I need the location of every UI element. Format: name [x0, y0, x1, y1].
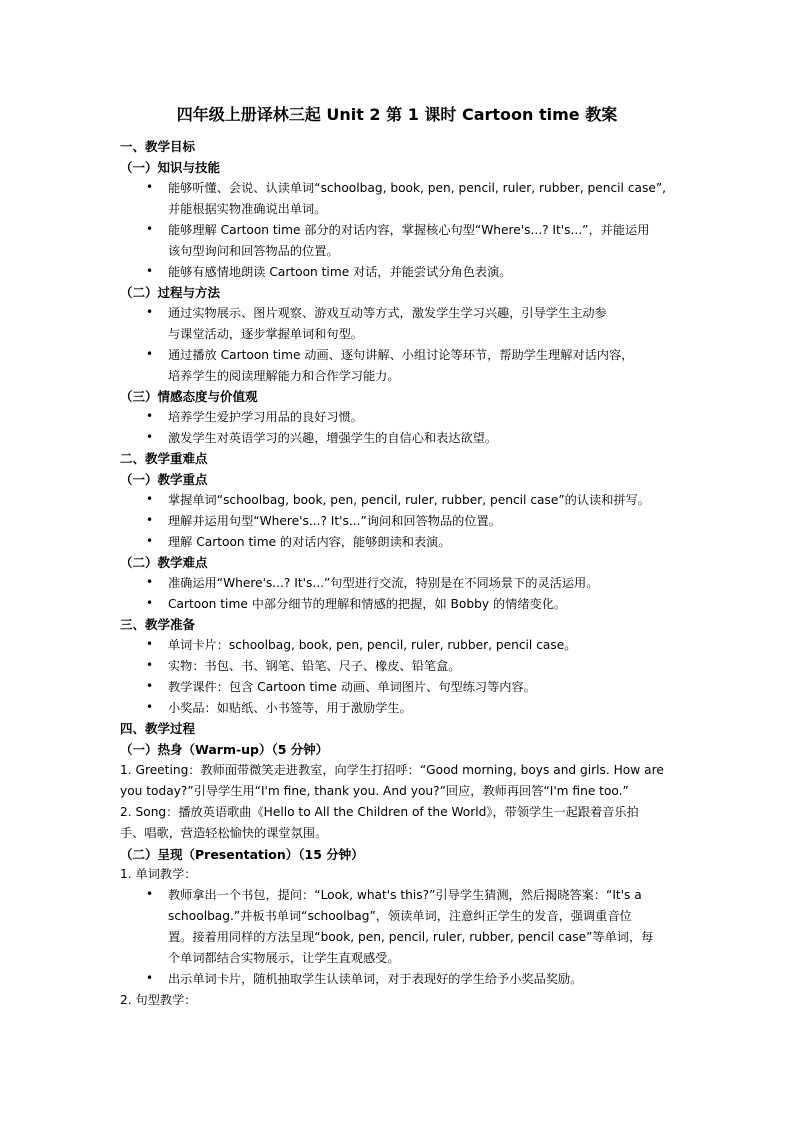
- list-item: 实物：书包、书、钢笔、铅笔、尺子、橡皮、铅笔盒。: [168, 659, 461, 673]
- list-item-continuation: 培养学生的阅读理解能力和合作学习能力。: [168, 369, 400, 383]
- bullet-dot: •: [146, 264, 154, 278]
- list-item: 理解并运用句型“Where's...? It's...”询问和回答物品的位置。: [168, 514, 501, 528]
- document-title: 四年级上册译林三起 Unit 2 第 1 课时 Cartoon time 教案: [176, 105, 618, 124]
- bullet-dot: •: [146, 492, 154, 506]
- list-item: 激发学生对英语学习的兴趣，增强学生的自信心和表达欲望。: [168, 431, 498, 445]
- list-item: 能够有感情地朗读 Cartoon time 对话，并能尝试分角色表演。: [168, 265, 512, 279]
- subsection-heading: （一）知识与技能: [120, 160, 221, 175]
- bullet-dot: •: [146, 180, 154, 194]
- bullet-dot: •: [146, 409, 154, 423]
- subsection-heading: （三）情感态度与价值观: [120, 389, 258, 404]
- bullet-dot: •: [146, 700, 154, 714]
- paragraph-line: 手、唱歌，营造轻松愉快的课堂氛围。: [120, 826, 328, 840]
- list-item: 准确运用“Where's...? It's...”句型进行交流，特别是在不同场景下的灵活运用。: [168, 576, 599, 590]
- list-item: 培养学生爱护学习用品的良好习惯。: [168, 410, 363, 424]
- list-item: 通过实物展示、图片观察、游戏互动等方式，激发学生学习兴趣，引导学生主动参: [168, 306, 607, 320]
- list-item-continuation: 并能根据实物准确说出单词。: [168, 202, 327, 216]
- list-item: Cartoon time 中部分细节的理解和情感的把握，如 Bobby 的情绪变化。: [168, 597, 567, 611]
- bullet-dot: •: [146, 513, 154, 527]
- list-item: 掌握单词“schoolbag, book, pen, pencil, ruler, rubber, pencil case”的认读和拼写。: [168, 493, 650, 507]
- list-item-continuation: 与课堂活动，逐步掌握单词和句型。: [168, 327, 363, 341]
- list-item: 能够听懂、会说、认读单词“schoolbag, book, pen, pencil, ruler, rubber, pencil case”,: [168, 181, 667, 195]
- list-item: 教师拿出一个书包，提问：“Look, what's this?”引导学生猜测，然后揭晓答案：“It's a: [168, 888, 642, 902]
- numbered-item: 2. 句型教学：: [120, 993, 197, 1007]
- list-item-continuation: 个单词都结合实物展示，让学生直观感受。: [168, 951, 400, 965]
- bullet-dot: •: [146, 430, 154, 444]
- subsection-heading: （二）呈现（Presentation）（15 分钟）: [120, 847, 364, 862]
- bullet-dot: •: [146, 971, 154, 985]
- numbered-item: 1. 单词教学：: [120, 867, 197, 881]
- bullet-dot: •: [146, 534, 154, 548]
- paragraph-line: 2. Song：播放英语歌曲《Hello to All the Children of the World》，带领学生一起跟着音乐拍: [120, 805, 639, 819]
- subsection-heading: （二）教学难点: [120, 555, 208, 570]
- section-heading: 三、教学准备: [120, 617, 196, 632]
- list-item: 单词卡片：schoolbag, book, pen, pencil, ruler, rubber, pencil case。: [168, 638, 577, 652]
- section-heading: 四、教学过程: [120, 721, 196, 736]
- list-item-continuation: 该句型询问和回答物品的位置。: [168, 244, 339, 258]
- paragraph-line: you today?”引导学生用“I'm fine, thank you. And you?”回应，教师再回答“I'm fine too.”: [120, 784, 629, 798]
- section-heading: 二、教学重难点: [120, 451, 208, 466]
- list-item-continuation: schoolbag.”并板书单词“schoolbag”，领读单词，注意纠正学生的发音，强调重音位: [168, 909, 632, 923]
- bullet-dot: •: [146, 887, 154, 901]
- list-item: 出示单词卡片，随机抽取学生认读单词，对于表现好的学生给予小奖品奖励。: [168, 972, 583, 986]
- bullet-dot: •: [146, 658, 154, 672]
- subsection-heading: （二）过程与方法: [120, 285, 221, 300]
- paragraph-line: 1. Greeting：教师面带微笑走进教室，向学生打招呼：“Good morning, boys and girls. How are: [120, 763, 664, 777]
- list-item: 能够理解 Cartoon time 部分的对话内容，掌握核心句型“Where's...? It's...”，并能运用: [168, 223, 650, 237]
- bullet-dot: •: [146, 305, 154, 319]
- subsection-heading: （一）热身（Warm-up）（5 分钟）: [120, 742, 329, 757]
- bullet-dot: •: [146, 679, 154, 693]
- bullet-dot: •: [146, 347, 154, 361]
- list-item-continuation: 置。接着用同样的方法呈现“book, pen, pencil, ruler, rubber, pencil case”等单词，每: [168, 930, 654, 944]
- bullet-dot: •: [146, 575, 154, 589]
- bullet-dot: •: [146, 222, 154, 236]
- list-item: 通过播放 Cartoon time 动画、逐句讲解、小组讨论等环节，帮助学生理解对话内容，: [168, 348, 634, 362]
- section-heading: 一、教学目标: [120, 139, 196, 154]
- list-item: 理解 Cartoon time 的对话内容，能够朗读和表演。: [168, 535, 451, 549]
- list-item: 教学课件：包含 Cartoon time 动画、单词图片、句型练习等内容。: [168, 680, 536, 694]
- bullet-dot: •: [146, 596, 154, 610]
- list-item: 小奖品：如贴纸、小书签等，用于激励学生。: [168, 701, 412, 715]
- subsection-heading: （一）教学重点: [120, 472, 208, 487]
- bullet-dot: •: [146, 637, 154, 651]
